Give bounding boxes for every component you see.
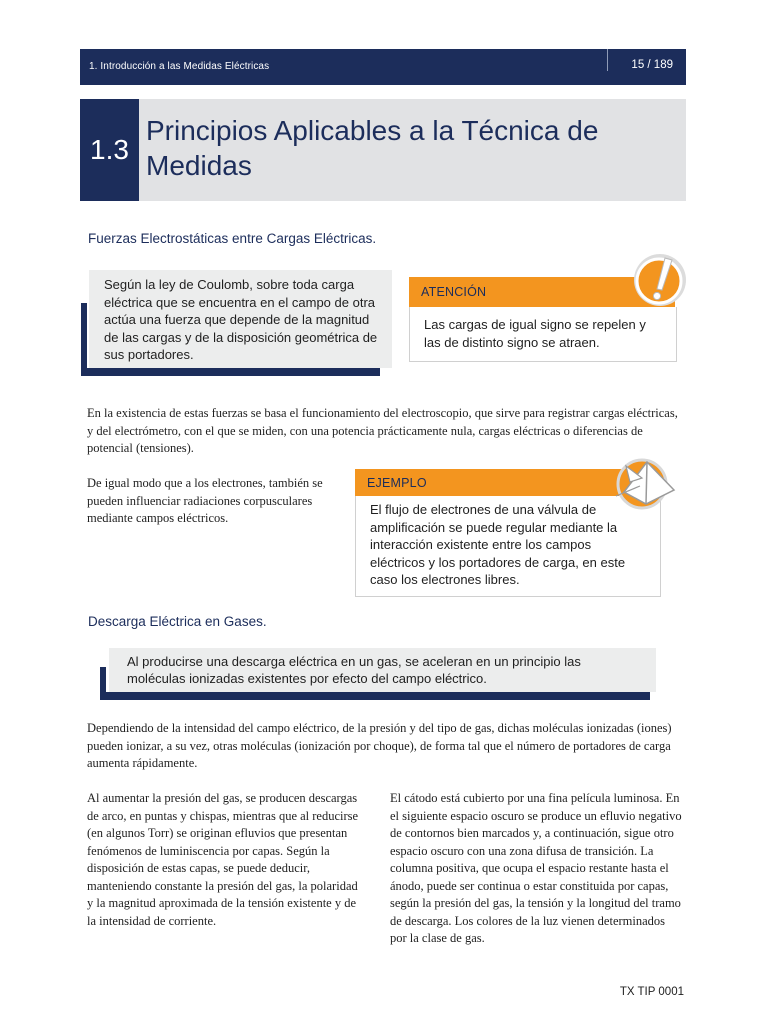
highlight2-accent-bottom — [100, 692, 650, 700]
electroscope-paragraph: En la existencia de estas fuerzas se basa el funcionamiento del electroscopio, que sirve para registrar cargas eléctricas, y del electrómetro, con el que se miden, con una potencia prácticamente nula, cargas eléctricas o diferencias de potencial (tensiones). — [87, 406, 678, 455]
page-number: 15 / 189 — [631, 59, 673, 71]
subsection-title-gas-discharge: Descarga Eléctrica en Gases. — [88, 614, 267, 629]
chapter-title: 1. Introducción a las Medidas Eléctricas — [89, 61, 270, 72]
coulomb-highlight: Según la ley de Coulomb, sobre toda carga eléctrica que se encuentra en el campo de otra actúa una fuerza que depende de la magnitud de las cargas y de la disposición geométrica de sus portadores. — [89, 270, 392, 368]
header-divider — [607, 49, 608, 71]
highlight-accent-bottom — [81, 368, 380, 376]
pressure-column: Al aumentar la presión del gas, se producen descargas de arco, en puntas y chispas, mientras que al reducirse (en algunos Torr) se originan efluvios que presentan fenómenos de luminiscencia por capas. Según la disposición de estas capas, se puede deducir, manteniendo constante la presión del gas, la polaridad y la magnitud aproximada de la tensión existente y de la intensidad de corriente. — [87, 791, 359, 928]
section-heading — [80, 99, 686, 201]
ionization-paragraph: Dependiendo de la intensidad del campo eléctrico, de la presión y del tipo de gas, dichas moléculas ionizadas (iones) pueden ionizar, a su vez, otras moléculas (ionización por choque), de forma tal que el número de portadores de carga aumenta rápidamente. — [87, 721, 672, 770]
cathode-column: El cátodo está cubierto por una fina película luminosa. En el siguiente espacio oscuro se produce un efluvio negativo de contornos bien marcados y, a continuación, sigue otro espacio oscuro con una zona difusa de transición. La columna positiva, que ocupa el espacio restante hasta el ánodo, puede ser continua o estar constituida por capas, según la presión del gas, la tensión y la longitud del tramo de descarga. Los colores de la luz vienen determinados por la clase de gas. — [390, 791, 682, 945]
gas-highlight: Al producirse una descarga eléctrica en un gas, se aceleran en un principio las moléculas ionizadas existentes por efecto del campo eléctrico. — [109, 648, 656, 692]
header-bar — [80, 49, 686, 85]
pyramid-icon — [612, 456, 682, 512]
subsection-title-electrostatic: Fuerzas Electrostáticas entre Cargas Eléctricas. — [88, 231, 377, 246]
example-text: El flujo de electrones de una válvula de amplificación se puede regular mediante la interacción existente entre los campos eléctricos y los portadores de carga, en este caso los electrones libres. — [355, 496, 661, 597]
attention-label: ATENCIÓN — [409, 277, 675, 307]
section-title: Principios Aplicables a la Técnica de Medidas — [146, 115, 599, 181]
attention-text: Las cargas de igual signo se repelen y las de distinto signo se atraen. — [409, 307, 677, 362]
radiation-paragraph: De igual modo que a los electrones, también se pueden influenciar radiaciones corpusculares mediante campos eléctricos. — [87, 476, 323, 525]
example-label: EJEMPLO — [355, 469, 625, 496]
exclamation-circle-icon — [632, 250, 688, 308]
document-code: TX TIP 0001 — [619, 986, 684, 998]
highlight-accent-left — [81, 303, 87, 376]
section-number: 1.3 — [80, 99, 139, 201]
